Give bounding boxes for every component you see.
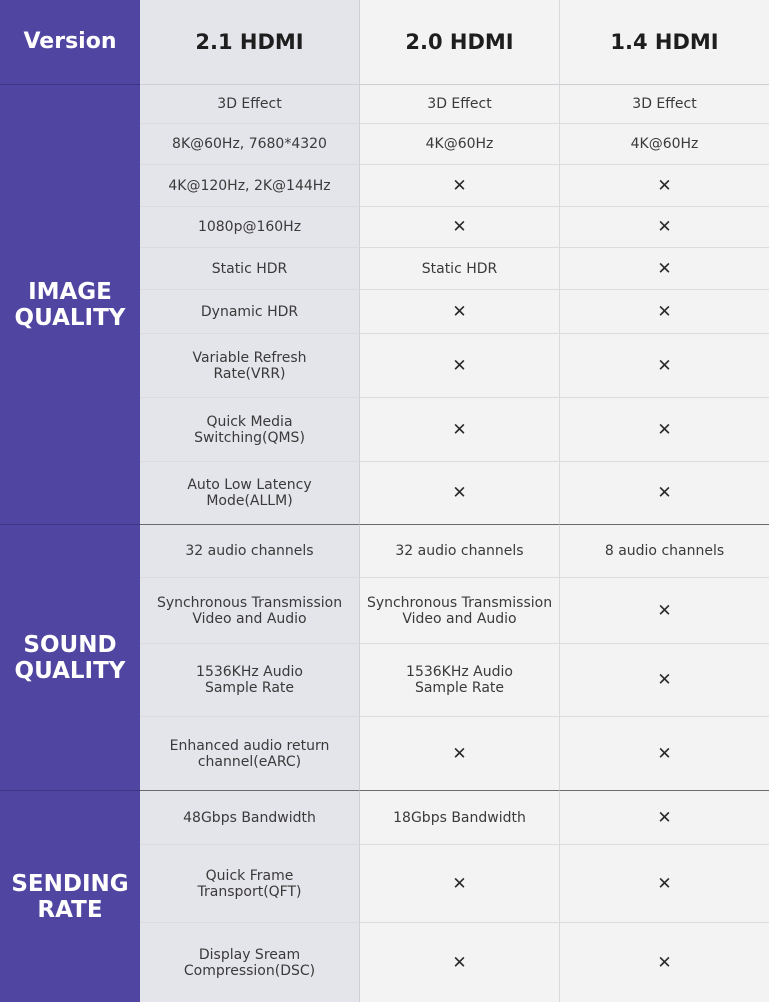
cross-icon: ✕ — [452, 743, 467, 764]
table-cell — [360, 845, 560, 923]
table-cell — [140, 165, 360, 207]
table-cell — [360, 398, 560, 462]
table-cell — [140, 791, 360, 845]
cross-icon: ✕ — [452, 217, 467, 237]
table-cell — [360, 791, 560, 845]
cross-icon: ✕ — [657, 175, 672, 196]
cell-text: 3D Effect — [217, 96, 282, 112]
version-header: Version — [0, 0, 140, 85]
cell-text: 4K@60Hz — [425, 136, 494, 152]
section-label-sound-quality: SOUND QUALITY — [0, 525, 140, 791]
table-cell — [360, 717, 560, 791]
section-label-sending-rate: SENDING RATE — [0, 791, 140, 1002]
cross-icon: ✕ — [657, 952, 672, 973]
table-cell — [560, 845, 769, 923]
cell-text: Synchronous Transmission Video and Audio — [366, 594, 553, 627]
cell-text: Auto Low Latency Mode(ALLM) — [187, 477, 312, 509]
cell-text: 1536KHz Audio Sample Rate — [196, 664, 303, 696]
table-cell — [140, 334, 360, 398]
table-cell — [360, 290, 560, 334]
table-cell — [140, 85, 360, 124]
table-cell — [560, 644, 769, 717]
table-cell — [560, 462, 769, 525]
cell-text: Quick Frame Transport(QFT) — [197, 867, 302, 900]
cross-icon: ✕ — [452, 952, 467, 973]
cross-icon: ✕ — [657, 355, 672, 376]
section-label-image-quality: IMAGE QUALITY — [0, 85, 140, 525]
cell-text: 32 audio channels — [395, 543, 524, 559]
cross-icon: ✕ — [657, 670, 672, 690]
cross-icon: ✕ — [452, 355, 467, 376]
cell-text: 3D Effect — [632, 96, 697, 112]
table-cell — [140, 845, 360, 923]
cell-text: Display Sream Compression(DSC) — [183, 946, 316, 979]
cell-text: 32 audio channels — [185, 543, 314, 559]
table-cell — [360, 85, 560, 124]
table-cell — [140, 717, 360, 791]
table-cell — [360, 644, 560, 717]
table-cell — [360, 248, 560, 290]
table-cell — [560, 791, 769, 845]
table-cell — [360, 165, 560, 207]
table-cell — [560, 717, 769, 791]
cross-icon: ✕ — [657, 483, 672, 503]
table-cell — [140, 124, 360, 165]
cell-text: Variable Refresh Rate(VRR) — [192, 349, 307, 382]
cross-icon: ✕ — [657, 301, 672, 322]
cell-text: 4K@120Hz, 2K@144Hz — [168, 177, 331, 194]
cell-text: 18Gbps Bandwidth — [393, 809, 526, 826]
cross-icon: ✕ — [657, 743, 672, 764]
cell-text: Static HDR — [421, 260, 498, 277]
cell-text: 8K@60Hz, 7680*4320 — [172, 136, 327, 152]
cell-text: 4K@60Hz — [630, 136, 699, 152]
cross-icon: ✕ — [452, 175, 467, 196]
cell-text: 1536KHz Audio Sample Rate — [406, 664, 513, 696]
table-cell — [560, 124, 769, 165]
table-cell — [140, 207, 360, 248]
table-cell — [360, 525, 560, 578]
cell-text: 1080p@160Hz — [197, 219, 302, 235]
table-cell — [360, 334, 560, 398]
table-cell — [140, 398, 360, 462]
table-cell — [360, 124, 560, 165]
table-cell — [560, 207, 769, 248]
table-cell — [560, 923, 769, 1002]
cross-icon: ✕ — [657, 419, 672, 440]
cross-icon: ✕ — [452, 873, 467, 894]
table-cell — [140, 290, 360, 334]
cross-icon: ✕ — [657, 600, 672, 621]
table-cell — [560, 578, 769, 644]
cross-icon: ✕ — [452, 483, 467, 503]
cell-text: 48Gbps Bandwidth — [183, 809, 316, 826]
cell-text: Synchronous Transmission Video and Audio — [156, 594, 343, 627]
column-header-hdmi-2-1: 2.1 HDMI — [140, 0, 360, 85]
cell-text: Static HDR — [211, 260, 288, 277]
cross-icon: ✕ — [452, 419, 467, 440]
cross-icon: ✕ — [657, 258, 672, 279]
table-cell — [560, 290, 769, 334]
cross-icon: ✕ — [657, 873, 672, 894]
cross-icon: ✕ — [657, 807, 672, 828]
cross-icon: ✕ — [657, 217, 672, 237]
table-cell — [360, 923, 560, 1002]
table-cell — [140, 923, 360, 1002]
table-cell — [560, 165, 769, 207]
table-cell — [560, 525, 769, 578]
cell-text: 8 audio channels — [604, 543, 725, 559]
table-cell — [140, 578, 360, 644]
table-cell — [140, 248, 360, 290]
cell-text: 3D Effect — [427, 96, 492, 112]
table-cell — [360, 578, 560, 644]
table-cell — [140, 462, 360, 525]
cell-text: Quick Media Switching(QMS) — [194, 413, 305, 446]
table-cell — [560, 334, 769, 398]
cell-text: Dynamic HDR — [200, 303, 299, 320]
table-cell — [140, 525, 360, 578]
cross-icon: ✕ — [452, 301, 467, 322]
table-cell — [560, 248, 769, 290]
table-cell — [560, 85, 769, 124]
table-cell — [560, 398, 769, 462]
table-cell — [140, 644, 360, 717]
table-cell — [360, 462, 560, 525]
column-header-hdmi-1-4: 1.4 HDMI — [560, 0, 769, 85]
cell-text: Enhanced audio return channel(eARC) — [169, 737, 330, 770]
column-header-hdmi-2-0: 2.0 HDMI — [360, 0, 560, 85]
table-cell — [360, 207, 560, 248]
